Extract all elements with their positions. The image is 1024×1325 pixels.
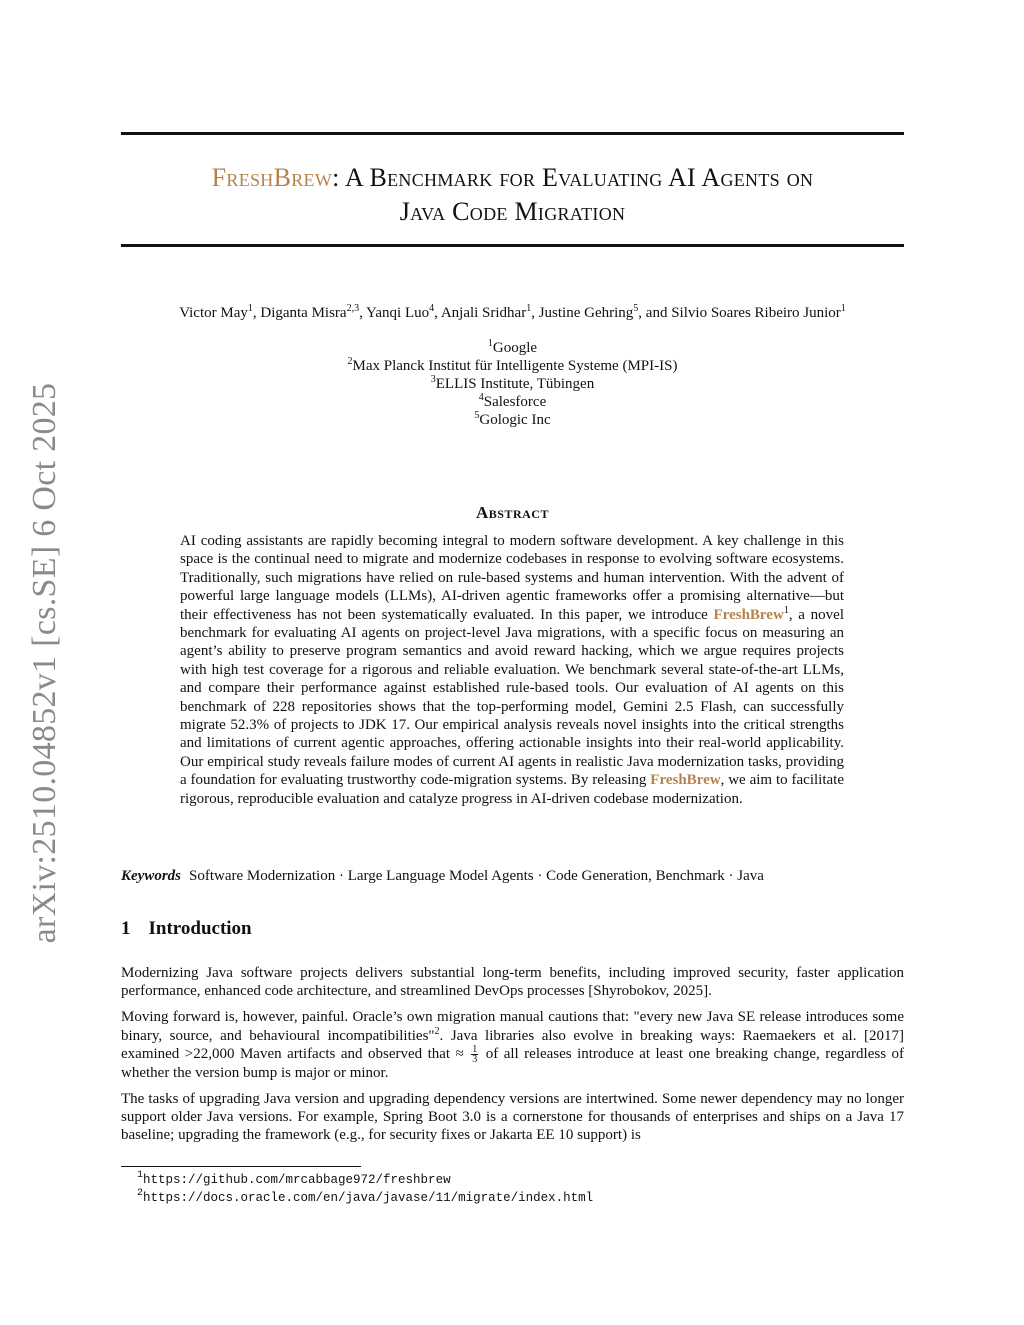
- paragraph: Moving forward is, however, painful. Oracle’s own migration manual cautions that: "every new Java SE release introduces some binary, source, and behavioural incompatibilities"$^2$. Java libraries also evolve in breaking ways: Raemaekers et al. [2017] examined >22,000 Maven artifacts and observed that ≈ $\frac{1}{3}$ of all releases introduce at least one breaking change, regardless of whether the version bump is major or minor.: [121, 1009, 904, 1081]
- affiliation: $^2$Max Planck Institut für Intelligente Systeme (MPI-IS): [347, 356, 678, 374]
- abstract-heading: Abstract: [476, 503, 549, 522]
- section-number: 1: [121, 918, 131, 939]
- title-line-2: Java Code Migration: [399, 197, 626, 226]
- footnote-rule: [121, 1166, 361, 1167]
- paper-title: [121, 161, 904, 229]
- author: Justine Gehring$^5$, and: [538, 303, 672, 321]
- abstract-body: AI coding assistants are rapidly becoming integral to modern software development. A key challenge in this space is the continual need to migrate and modernize codebases in response to evolving software ecosystems. Traditionally, such migrations have relied on rule-based systems and human intervention. With the advent of powerful large language models (LLMs), AI-driven agentic frameworks offer a promising alternative—but their effectiveness has not been systematically evaluated. In this paper, we introduce FreshBrew$^1$, a novel benchmark for evaluating AI agents on project-level Java migrations, with a specific focus on measuring an agent’s ability to preserve program semantics and avoid reward hacking, which we argue requires projects with high test coverage for a rigorous and reliable evaluation. We benchmark several state-of-the-art LLMs, and compare their performance against established rule-based tools. Our evaluation of AI agents on this benchmark of 228 repositories shows that the top-performing model, Gemini 2.5 Flash, can successfully migrate 52.3% of projects to JDK 17. Our empirical analysis reveals novel insights into the critical strengths and limitations of current agentic approaches, offering actionable insights into their real-world applicability. Our empirical study reveals failure modes of current AI agents in realistic Java modernization tasks, providing a foundation for evaluating trustworthy code-migration systems. By releasing FreshBrew, we aim to facilitate rigorous, reproducible evaluation and catalyze progress in AI-driven codebase modernization.: [180, 533, 845, 807]
- author-list: [121, 303, 904, 323]
- freshbrew-link[interactable]: FreshBrew: [650, 772, 721, 789]
- footnote-ref[interactable]: 1: [783, 604, 789, 616]
- footnotes: [137, 1171, 593, 1207]
- author: Silvio Soares Ribeiro Junior$^1$: [671, 303, 846, 321]
- footnote: $^2$https://docs.oracle.com/en/java/javase/11/migrate/index.html: [137, 1188, 594, 1205]
- affiliation: $^1$Google: [487, 338, 538, 356]
- author: Victor May$^1$,: [179, 303, 261, 321]
- introduction-body: [121, 964, 904, 1153]
- section-heading-introduction: [121, 918, 252, 940]
- footnote-ref[interactable]: 2: [434, 1025, 440, 1037]
- footnote-url[interactable]: https://github.com/mrcabbage972/freshbrew: [143, 1173, 451, 1187]
- arxiv-stamp: arXiv:2510.04852v1 [cs.SE] 6 Oct 2025: [26, 382, 63, 944]
- title-brand: FreshBrew: [211, 163, 333, 192]
- freshbrew-link[interactable]: FreshBrew: [713, 606, 784, 623]
- affiliation: $^3$ELLIS Institute, Tübingen: [430, 374, 595, 392]
- affiliation: $^5$Gologic Inc: [474, 410, 551, 428]
- section-title: Introduction: [148, 918, 252, 939]
- title-bottom-rule: [121, 244, 904, 247]
- title-top-rule: [121, 132, 904, 135]
- author: Yanqi Luo$^4$,: [366, 303, 441, 321]
- title-line-1-rest: : A Benchmark for Evaluating AI Agents on: [332, 163, 814, 192]
- author: Diganta Misra$^{2,3}$,: [260, 303, 367, 321]
- keywords-label: Keywords: [121, 868, 181, 884]
- title-line-1: [121, 161, 904, 195]
- footnote-url[interactable]: https://docs.oracle.com/en/java/javase/11/migrate/index.html: [143, 1191, 594, 1205]
- keywords-text: Software Modernization · Large Language Model Agents · Code Generation, Benchmark · Java: [189, 868, 764, 884]
- fraction: $\frac{1}{3}$: [472, 1043, 478, 1065]
- paragraph: The tasks of upgrading Java version and upgrading dependency versions are intertwined. Some newer dependency may no longer support older Java versions. For example, Spring Boot 3.0 is a cornerstone for thousands of enterprises and ships on a Java 17 baseline; upgrading the framework (e.g., for security fixes or Jakarta EE 10 support) is: [121, 1091, 904, 1144]
- affiliation-list: [121, 339, 904, 429]
- paragraph: Modernizing Java software projects delivers substantial long-term benefits, including improved security, faster application performance, enhanced code architecture, and streamlined DevOps processes [Shyrobokov, 2025].: [121, 965, 904, 1000]
- keywords: [121, 867, 904, 885]
- author: Anjali Sridhar$^1$,: [440, 303, 539, 321]
- footnote: $^1$https://github.com/mrcabbage972/freshbrew: [137, 1170, 451, 1187]
- affiliation: $^4$Salesforce: [478, 392, 547, 410]
